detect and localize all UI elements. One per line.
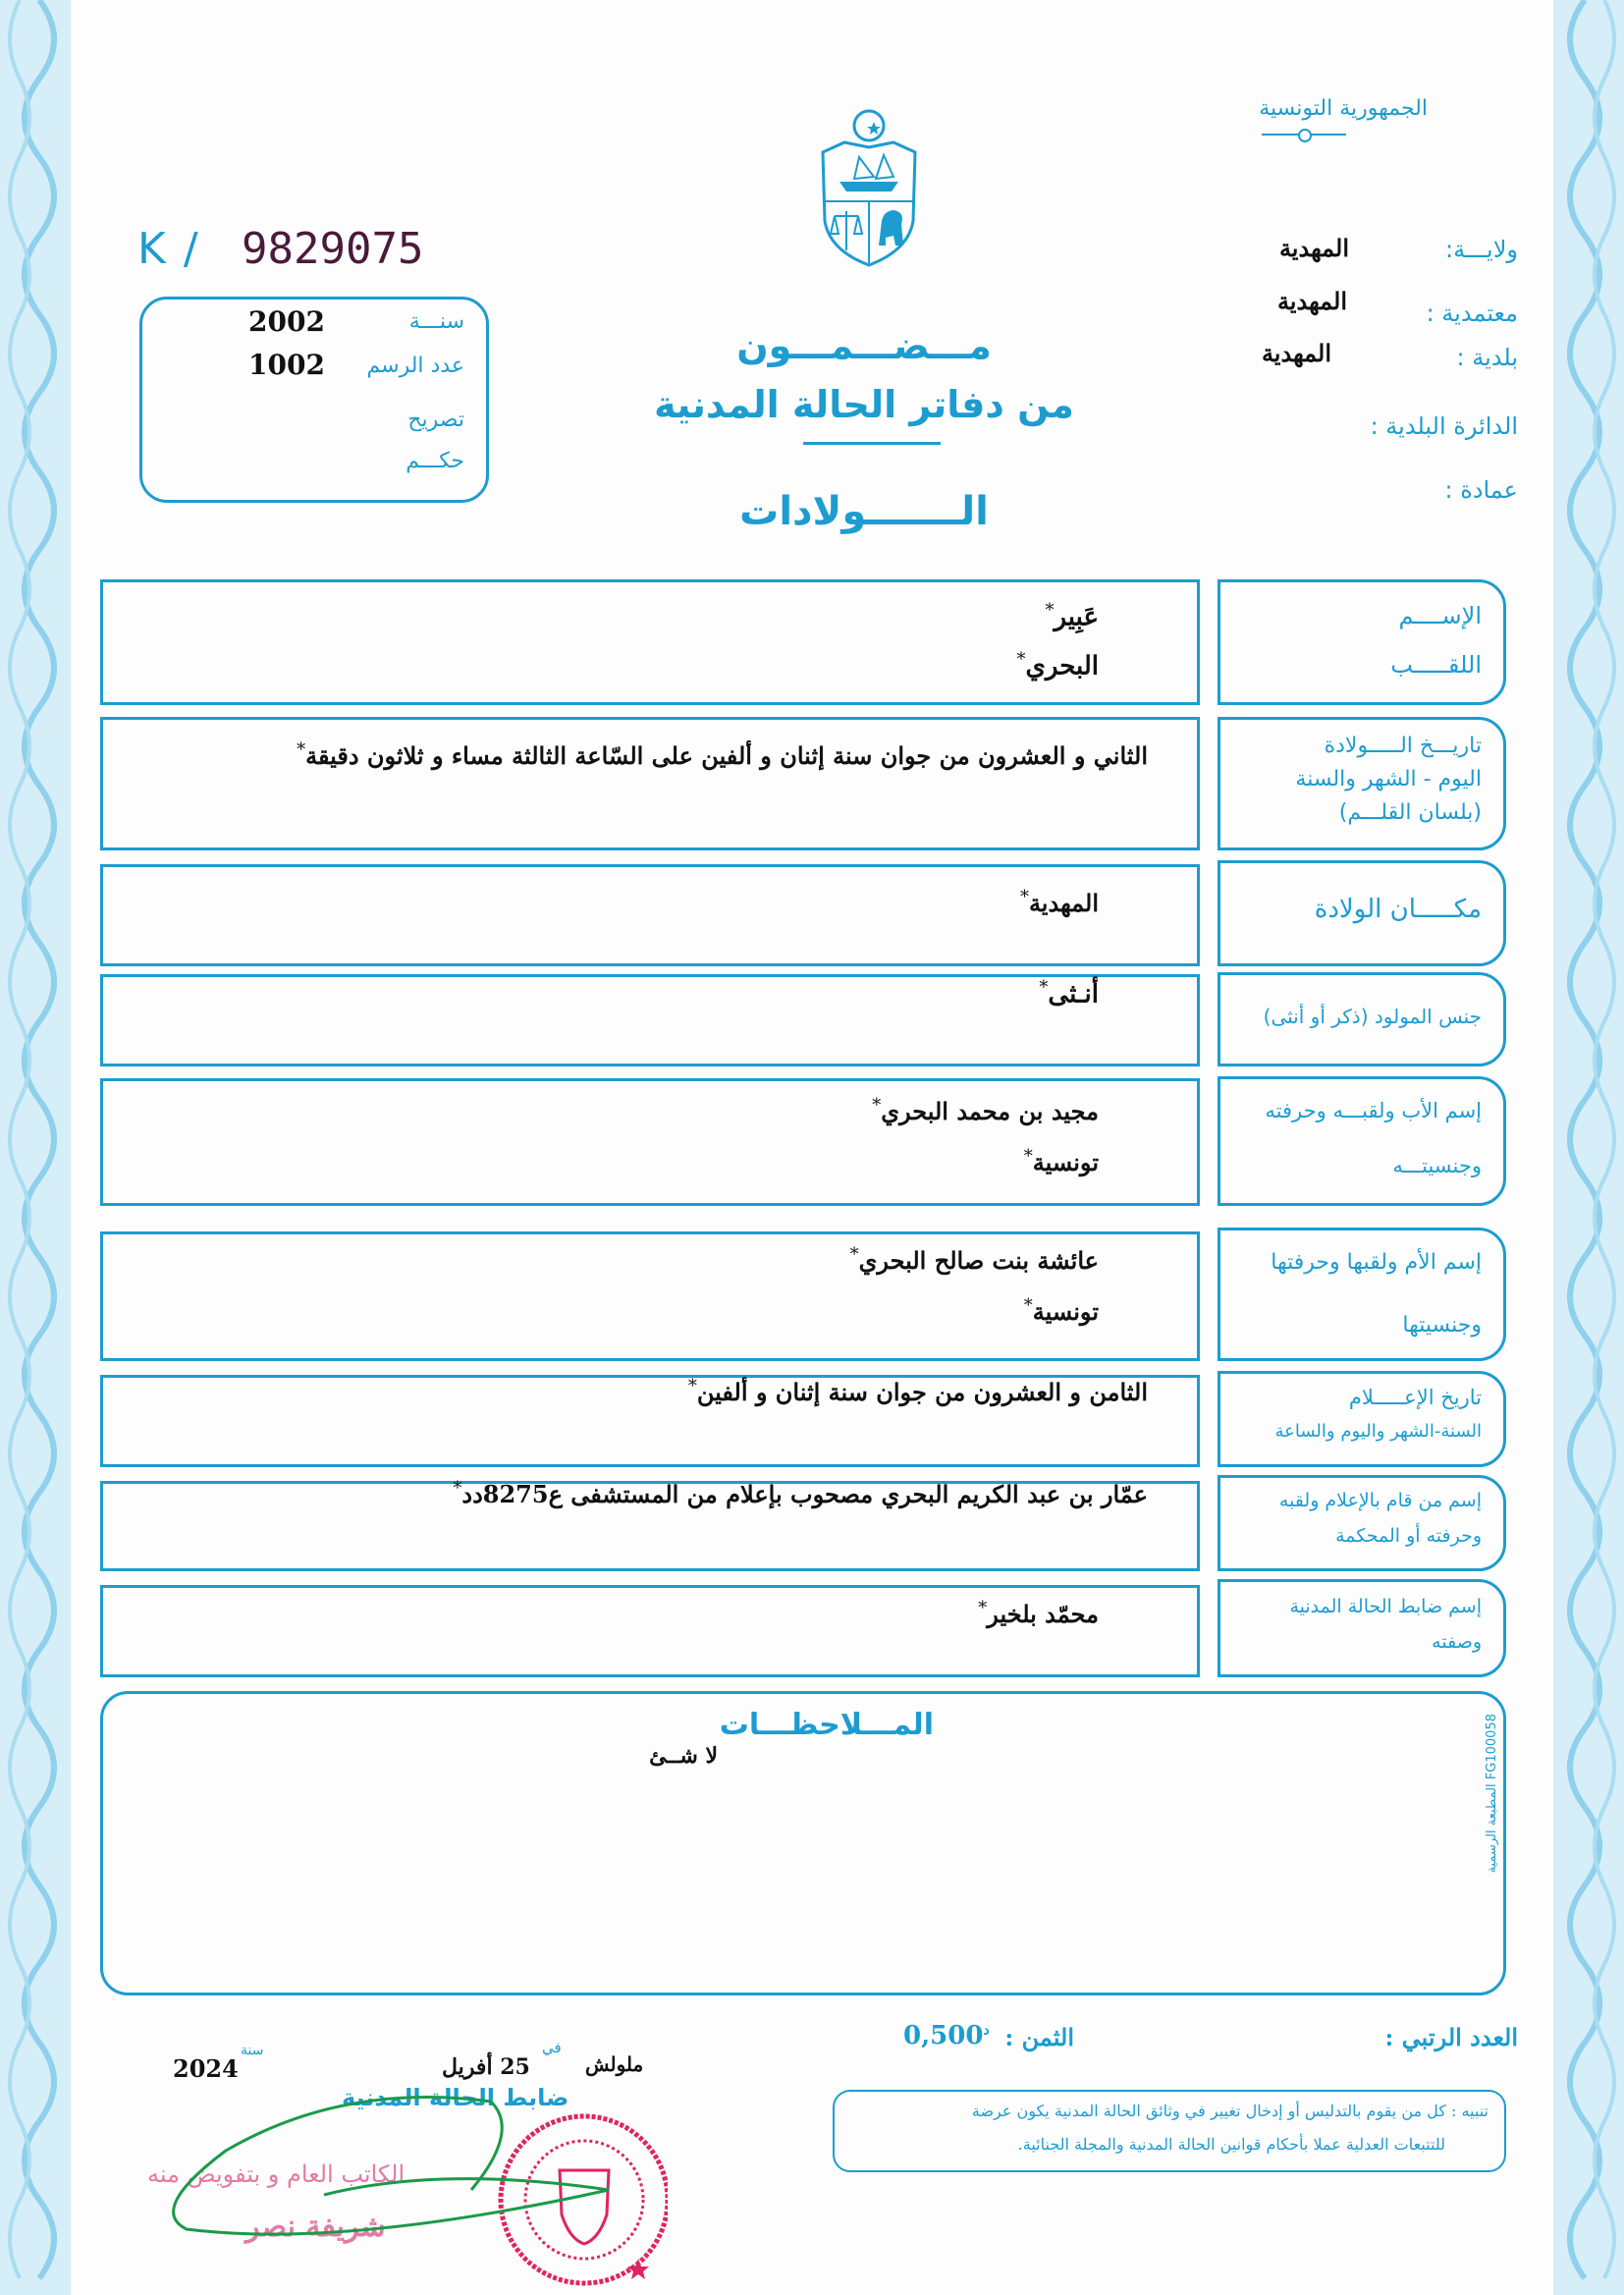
father-label: إسم الأب ولقبـــه وحرفته xyxy=(1265,1099,1482,1122)
mother-name-value: عائشة بنت صالح البحري* xyxy=(849,1244,1099,1275)
sex-label: جنس المولود (ذكر أو أنثى) xyxy=(1263,1005,1482,1028)
coat-of-arms-emblem xyxy=(815,108,923,270)
remarks-value: لا شــئ xyxy=(649,1743,718,1769)
republic-title: الجمهورية التونسية xyxy=(1259,96,1428,121)
title-underline xyxy=(803,442,941,445)
value-box-mother xyxy=(100,1231,1200,1361)
label-box-officer xyxy=(1218,1579,1506,1677)
father-nationality-label: وجنسيتـــه xyxy=(1392,1154,1482,1177)
guilloche-border-right xyxy=(1553,0,1624,2295)
label-box-declaration-date xyxy=(1218,1371,1506,1467)
birth-date-sublabel: اليوم - الشهر والسنة xyxy=(1295,767,1482,792)
stamp-delegation-line: الكاتب العام و بتفويض منه xyxy=(147,2160,406,2188)
serial-number: 9829075 xyxy=(242,224,424,274)
mother-label: إسم الأم ولقبها وحرفتها xyxy=(1271,1250,1482,1275)
officer-sublabel: وصفته xyxy=(1432,1631,1482,1653)
father-name-value: مجيد بن محمد البحري* xyxy=(872,1095,1099,1125)
remarks-box xyxy=(100,1691,1506,1995)
remarks-title: المـــلاحظـــات xyxy=(719,1708,934,1742)
birth-date-label: تاريـــخ الـــــولادة xyxy=(1324,734,1482,758)
value-box-sex xyxy=(100,974,1200,1066)
declarant-label: إسم من قام بالإعلام ولقبه xyxy=(1278,1490,1482,1511)
mootamadia-label: معتمدية : xyxy=(1426,300,1518,327)
registry-box xyxy=(139,297,489,503)
title-line-1: مـــضـــمـــون xyxy=(736,324,992,367)
officer-value: محمّد بلخير* xyxy=(978,1598,1099,1628)
declaration-date-value: الثامن و العشرون من جوان سنة إثنان و ألفين* xyxy=(687,1376,1148,1406)
printer-mark: المطبعة الرسمية FG100058 xyxy=(1485,1714,1505,1873)
first-name-value: عَبِير* xyxy=(1045,600,1099,632)
title-line-3: الـــــــولادات xyxy=(739,489,989,534)
record-number-value: 1002 xyxy=(248,349,325,381)
imada-label: عمادة : xyxy=(1444,476,1518,504)
label-box-mother xyxy=(1218,1228,1506,1361)
value-box-officer xyxy=(100,1585,1200,1677)
surname-value: البحري* xyxy=(1016,649,1099,682)
value-box-father xyxy=(100,1078,1200,1206)
declaration-date-sublabel: السنة-الشهر واليوم والساعة xyxy=(1274,1421,1482,1442)
value-box-birth-place xyxy=(100,864,1200,966)
judgment-label: حكـــم xyxy=(406,449,464,473)
issue-on-label: في xyxy=(542,2039,562,2056)
price-label: الثمن : xyxy=(1004,2023,1074,2051)
officer-label: إسم ضابط الحالة المدنية xyxy=(1289,1596,1482,1617)
declaration-label: تصريح xyxy=(407,408,464,432)
issue-year-label: سنة xyxy=(241,2043,264,2058)
officer-signature-title: ضابط الحالة المدنية xyxy=(342,2084,569,2111)
year-value: 2002 xyxy=(248,305,325,338)
label-box-sex xyxy=(1218,972,1506,1066)
label-box-declarant xyxy=(1218,1475,1506,1571)
republic-underline-dot xyxy=(1298,129,1312,142)
title-line-2: من دفاتر الحالة المدنية xyxy=(654,383,1074,426)
issue-place: ملولش xyxy=(585,2052,644,2076)
record-number-label: عدد الرسم xyxy=(366,354,464,378)
declarant-sublabel: وحرفته أو المحكمة xyxy=(1335,1525,1482,1547)
label-box-name xyxy=(1218,579,1506,705)
issue-year-value: 2024 xyxy=(173,2054,239,2083)
year-label: سنـــة xyxy=(408,309,464,334)
warning-line-2: للتتبعات العدلية عملا بأحكام قوانين الحالة المدنية والمجلة الجنائية. xyxy=(1017,2135,1445,2154)
wilaya-value: المهدية xyxy=(1278,234,1349,262)
birth-place-label: مكـــــان الولادة xyxy=(1314,895,1482,924)
wilaya-label: ولايـــة: xyxy=(1444,236,1518,263)
mother-nationality-label: وجنسيتها xyxy=(1402,1313,1482,1338)
serial-prefix: K / xyxy=(137,224,200,274)
birth-date-value: الثاني و العشرون من جوان سنة إثنان و ألفين على السّاعة الثالثة مساء و ثلاثون دقيقة* xyxy=(297,739,1148,770)
surname-label: اللقـــــب xyxy=(1390,651,1482,679)
stamp-signer-name: شريفة نصر xyxy=(245,2210,386,2244)
warning-line-1: تنبيه : كل من يقوم بالتدليس أو إدخال تغيير في وثائق الحالة المدنية يكون عرضة xyxy=(971,2102,1489,2120)
first-name-label: الإســــم xyxy=(1398,602,1482,629)
label-box-birth-place xyxy=(1218,860,1506,966)
daira-label: الدائرة البلدية : xyxy=(1370,412,1518,440)
price-value: $0,500^د$ xyxy=(903,2021,990,2050)
sex-value: أنـثى* xyxy=(1039,977,1099,1010)
mootamadia-value: المهدية xyxy=(1276,287,1347,315)
handwritten-signature xyxy=(147,2082,619,2249)
warning-box xyxy=(833,2090,1506,2172)
birth-place-value: المهدية* xyxy=(1019,887,1099,917)
label-box-father xyxy=(1218,1076,1506,1206)
declarant-value: عمّار بن عبد الكريم البحري مصحوب بإعلام من المستشفى ع8275دد* xyxy=(453,1478,1148,1508)
value-box-birth-date xyxy=(100,717,1200,850)
label-box-birth-date xyxy=(1218,717,1506,850)
father-nationality-value: تونسية* xyxy=(1023,1146,1099,1176)
guilloche-border-left xyxy=(0,0,71,2295)
value-box-declaration-date xyxy=(100,1375,1200,1467)
declaration-date-label: تاريخ الإعـــــلام xyxy=(1348,1386,1482,1409)
serial-number-label: العدد الرتبي : xyxy=(1384,2023,1518,2051)
mother-nationality-value: تونسية* xyxy=(1023,1295,1099,1326)
issue-day-month: 25 أفريل xyxy=(442,2054,530,2080)
value-box-declarant xyxy=(100,1478,1200,1571)
value-box-name xyxy=(100,579,1200,705)
birth-date-words-label: (بلسان القلـــم) xyxy=(1338,800,1482,825)
baladia-label: بلدية : xyxy=(1456,344,1518,371)
baladia-value: المهدية xyxy=(1261,339,1331,367)
